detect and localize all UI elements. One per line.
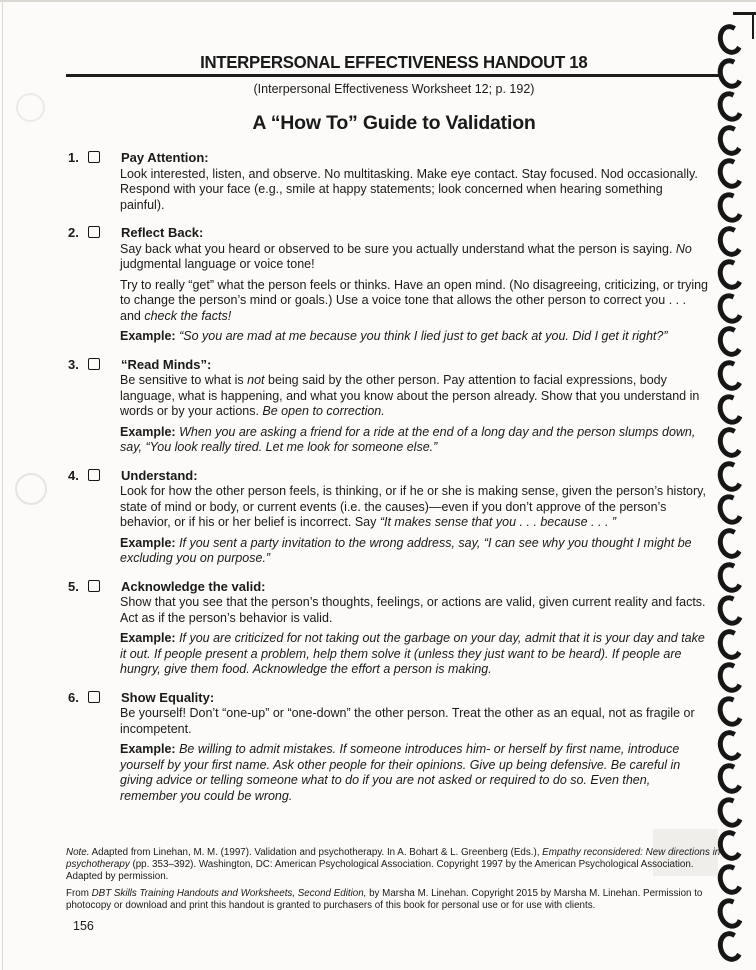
- section-body: [66, 242, 722, 345]
- section: [66, 690, 722, 805]
- section: [66, 150, 722, 213]
- footnotes: [66, 847, 728, 917]
- section-paragraph: Try to really “get” what the person feels or thinks. Have an open mind. (No disagreeing, criticizing, or trying to change the person’s mind or goals.) Use a voice tone that allows the other person to correct you . . . and check the facts!: [120, 277, 708, 323]
- section-paragraph: Be yourself! Don’t “one-up” or “one-down” the other person. Treat the other as an equal, not as fragile or incompetent.: [120, 706, 695, 736]
- section-paragraph: Example: “So you are mad at me because you think I lied just to get back at you. Did I get it right?”: [120, 329, 668, 343]
- header-rule: [66, 74, 722, 77]
- section-heading-row: [66, 357, 722, 373]
- hole-punch-mark: [15, 473, 47, 505]
- section-number: 5.: [68, 578, 79, 594]
- section-heading: Acknowledge the valid:: [121, 578, 266, 594]
- page-content: [66, 52, 722, 816]
- section-paragraph: Example: When you are asking a friend for a ride at the end of a long day and the person slumps down, say, “You look really tired. Let me look for someone else.”: [120, 424, 696, 454]
- section-heading: Understand:: [121, 467, 198, 483]
- scan-left-edge: [2, 0, 3, 970]
- worksheet-reference: (Interpersonal Effectiveness Worksheet 12; p. 192): [253, 82, 535, 96]
- checkbox-icon: [88, 691, 100, 703]
- section-body: [66, 484, 722, 567]
- section-heading-row: [66, 579, 722, 595]
- section-heading: Show Equality:: [121, 689, 215, 705]
- checkbox-icon: [88, 469, 100, 481]
- checkbox-icon: [88, 226, 100, 238]
- section-paragraph: Example: If you are criticized for not taking out the garbage on your day, admit that it is your day and take it out. If people present a problem, help them solve it (unless they just want to be heard). If people are hungry, give them food. Acknowledge the effort a person is making.: [120, 631, 705, 676]
- section-heading: Pay Attention:: [121, 150, 209, 165]
- section-body: [66, 706, 722, 804]
- page-title: A “How To” Guide to Validation: [252, 112, 536, 134]
- handout-header-title: INTERPERSONAL EFFECTIVENESS HANDOUT 18: [200, 52, 588, 72]
- scan-corner-mark: [752, 12, 754, 39]
- section-heading: Reflect Back:: [121, 225, 204, 240]
- footnote: From DBT Skills Training Handouts and Worksheets, Second Edition, by Marsha M. Linehan. Copyright 2015 by Marsha M. Linehan. Permission to photocopy or download and print this handout is granted to purchasers of this book for personal use or for use with clients.: [66, 888, 703, 911]
- checkbox-icon: [88, 358, 100, 370]
- section-paragraph: Look for how the other person feels, is thinking, or if he or she is making sense, given the person’s history, state of mind or body, or current events (i.e. the causes)—even if you don’t approve of the person’s behavior, or if his or her belief is incorrect. Say “It makes sense that you . . . because . . . ”: [120, 484, 706, 529]
- checkbox-icon: [88, 151, 100, 163]
- section-paragraph: Show that you see that the person’s thoughts, feelings, or actions are valid, given current reality and facts. Act as if the person’s behavior is valid.: [120, 595, 706, 625]
- section-paragraph: Say back what you heard or observed to be sure you actually understand what the person is saying. No judgmental language or voice tone!: [120, 241, 692, 271]
- section-paragraph: Look interested, listen, and observe. No multitasking. Make eye contact. Stay focused. Nod occasionally. Respond with your face (e.g., smile at happy statements; look concerned when hearing something painful).: [120, 166, 698, 212]
- section-heading: “Read Minds”:: [121, 356, 212, 372]
- section-body: [66, 595, 722, 678]
- section-body: [66, 373, 722, 456]
- footnote: Note. Adapted from Linehan, M. M. (1997). Validation and psychotherapy. In A. Bohart & L. Greenberg (Eds.), Empathy reconsidered: New directions in psychotherapy (pp. 353–392). Washington, DC: American Psychological Association. Copyright 1997 by the American Psychological Association. Adapted by permission.: [66, 847, 721, 882]
- section-heading-row: [66, 690, 722, 706]
- checkbox-icon: [88, 580, 100, 592]
- section: [66, 225, 722, 345]
- section-number: 2.: [68, 225, 79, 240]
- section: [66, 468, 722, 567]
- section-body: [66, 167, 722, 214]
- section-heading-row: [66, 150, 722, 166]
- section-paragraph: Example: If you sent a party invitation to the wrong address, say, “I can see why you thought I might be excluding you on purpose.”: [120, 535, 692, 565]
- section: [66, 579, 722, 678]
- section-paragraph: Example: Be willing to admit mistakes. If someone introduces him- or herself by first name, introduce yourself by your first name. Ask other people for their opinions. Give up being defensive. Be careful in giving advice or telling someone what to do if you are not asked or required to do so. Even then, remember you could be wrong.: [120, 742, 681, 803]
- section: [66, 357, 722, 456]
- sections: [66, 150, 722, 804]
- page-number: 156: [73, 919, 94, 933]
- section-number: 1.: [68, 150, 79, 165]
- section-heading-row: [66, 225, 722, 241]
- section-paragraph: Be sensitive to what is not being said by the other person. Pay attention to facial expressions, body language, what is happening, and what you know about the person already. Show that you understand in words or by your actions. Be open to correction.: [120, 373, 700, 418]
- section-number: 6.: [68, 689, 79, 705]
- section-number: 4.: [68, 467, 79, 483]
- section-number: 3.: [68, 356, 79, 372]
- hole-punch-mark: [16, 93, 45, 122]
- scan-top-edge: [0, 0, 756, 2]
- spiral-coil-icon: [715, 929, 747, 965]
- section-heading-row: [66, 468, 722, 484]
